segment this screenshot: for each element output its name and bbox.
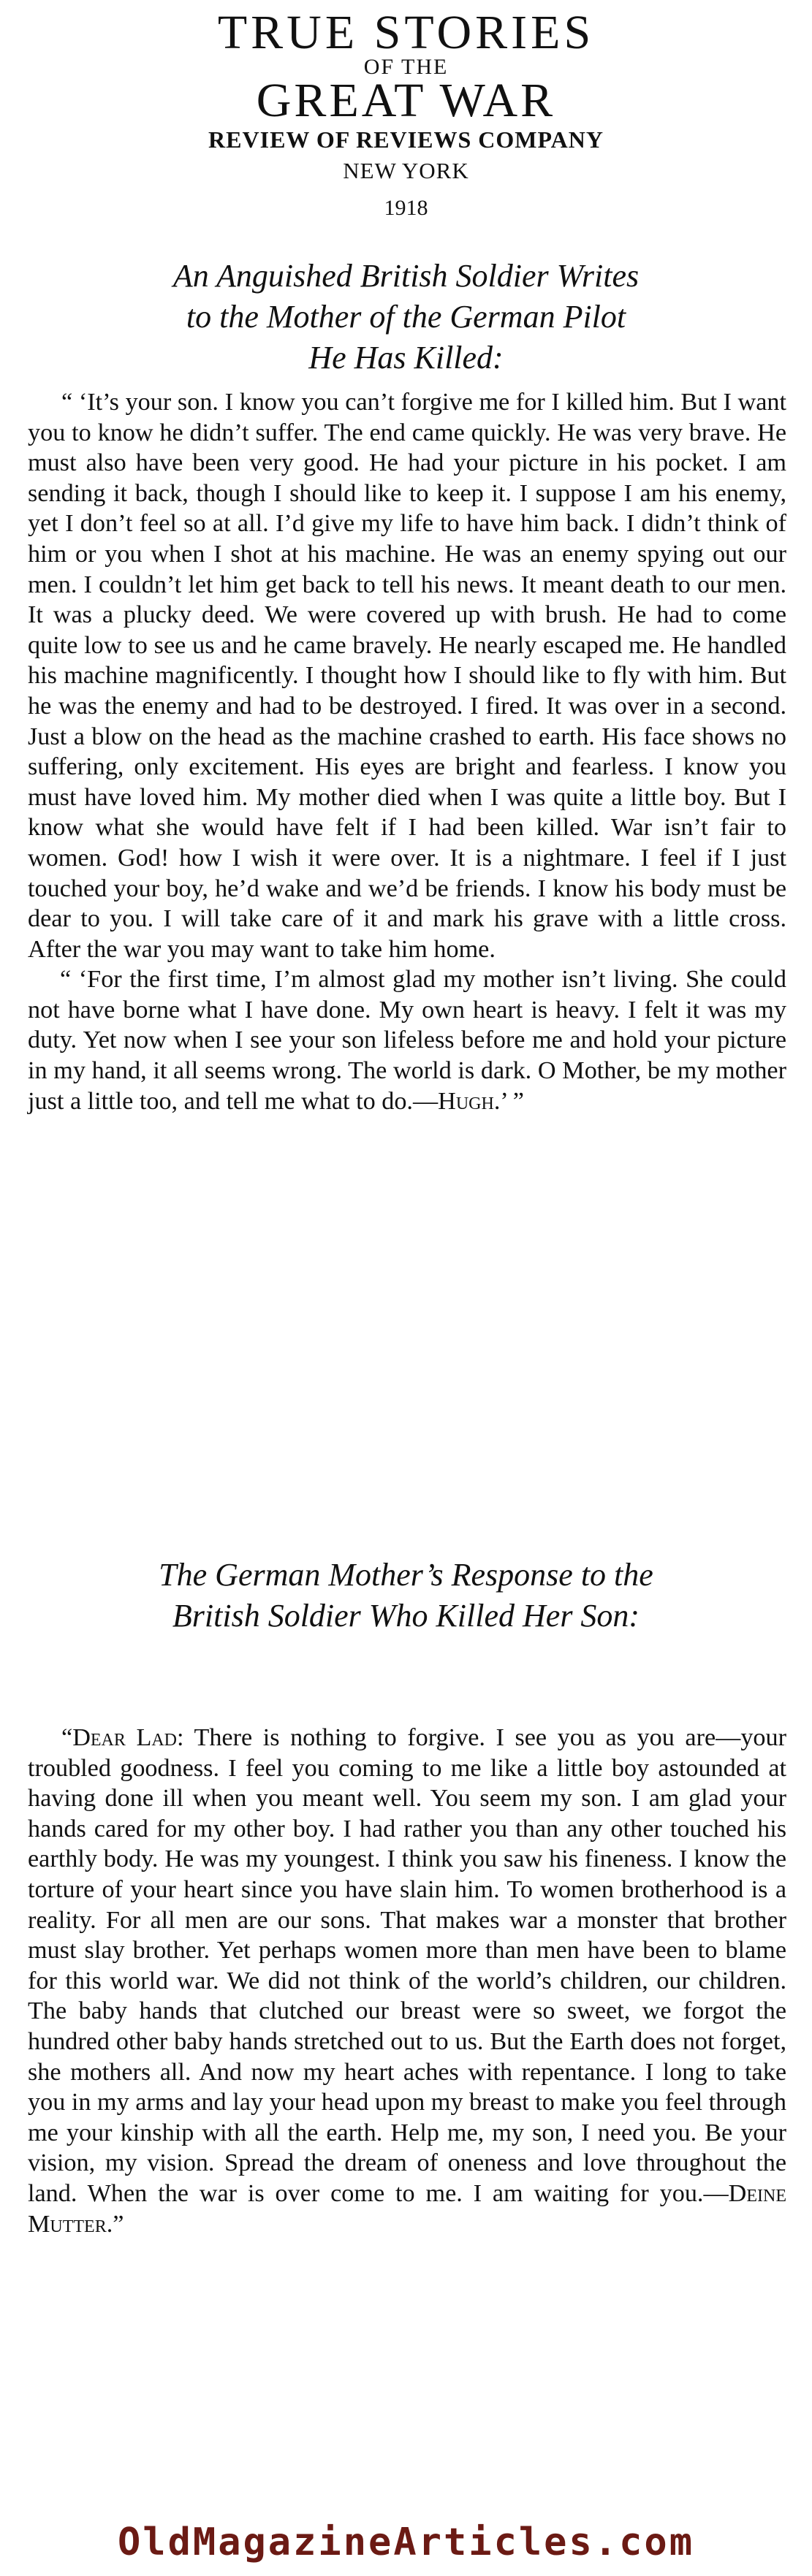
heading-line: to the Mother of the German Pilot <box>186 299 626 335</box>
soldier-letter-body <box>28 387 786 1116</box>
heading-line: British Soldier Who Killed Her Son: <box>172 1598 640 1634</box>
site-watermark: OldMagazineArticles.com <box>117 2520 695 2564</box>
paragraph-text: : There is nothing to forgive. I see you as you are—your troubled goodness. I feel you coming to me like a little boy astounded at having done ill when you meant well. You seem my son. I am glad your hands cared for my other boy. I had rather you than any other touched his earthly body. He was my youngest. I think you saw his fineness. I know the torture of your heart since you have slain him. To women brotherhood is a reality. For all men are our sons. That makes war a monster that brother must slay brother. Yet perhaps women more than men have been to blame for this world war. We did not think of the world’s children, our children. The baby hands that clutched our breast were so sweet, we forgot the hundred other baby hands stretched out to us. But the Earth does not forget, she mothers all. And now my heart aches with repentance. I long to take you in my arms and lay your head upon my breast to make you feel through me your kinship with all the earth. Help me, my son, I need you. Be your vision, my vision. Spread the dream of oneness and love throughout the land. When the war is over come to me. I am waiting for you.— <box>28 1724 786 2207</box>
publication-year: 1918 <box>384 196 428 220</box>
book-title: TRUE STORIES <box>217 6 595 59</box>
opening-quote: “ <box>61 1724 73 1751</box>
publisher-city: NEW YORK <box>343 158 469 183</box>
signature-hugh: Hugh. <box>438 1087 501 1115</box>
heading-line: An Anguished British Soldier Writes <box>172 258 640 294</box>
signature-deine-mutter: Deine Mutter. <box>28 2179 786 2238</box>
closing-quote: ” <box>113 2210 124 2238</box>
letter-paragraph <box>28 964 786 1116</box>
mother-letter-body <box>28 1723 786 2239</box>
letter-paragraph <box>28 1723 786 2239</box>
salutation: Dear Lad <box>72 1724 177 1751</box>
letter-paragraph: “ ‘It’s your son. I know you can’t forgive me for I killed him. But I want you to know he didn’t suffer. The end came quickly. He was very brave. He must also have been very good. He had your picture in his pocket. I am sending it back, though I should like to keep it. I suppose I am his enemy, yet I don’t feel so at all. I’d give my life to have him back. I didn’t think of him or you when I shot at his machine. He was an enemy spying out our men. I couldn’t let him get back to tell his news. It meant death to our men. It was a plucky deed. We were covered up with brush. He had to come quite low to see us and he came bravely. He nearly escaped me. He handled his machine magnificently. I thought how I should like to fly with him. But he was the enemy and had to be destroyed. I fired. It was over in a second. Just a blow on the head as the machine crashed to earth. His face shows no suffering, only excitement. His eyes are bright and fearless. I know you must have loved him. My mother died when I was quite a little boy. But I know what she would have felt if I had been killed. War isn’t fair to women. God! how I wish it were over. It is a nightmare. I feel if I just touched your boy, he’d wake and we’d be friends. I know his body must be dear to you. I will take care of it and mark his grave with a little cross. After the war you may want to take him home. <box>28 389 786 963</box>
section-heading-mother-response <box>0 1555 812 1636</box>
heading-line: The German Mother’s Response to the <box>159 1557 653 1593</box>
closing-quote: ’ ” <box>500 1087 524 1115</box>
heading-line: He Has Killed: <box>308 340 504 376</box>
publisher-name: REVIEW OF REVIEWS COMPANY <box>208 126 604 153</box>
book-title-of-the: OF THE <box>363 55 449 79</box>
book-title-great-war: GREAT WAR <box>256 74 556 127</box>
masthead <box>0 6 812 221</box>
section-heading-soldier-letter <box>0 256 812 378</box>
paragraph-text: “ ‘For the first time, I’m almost glad my mother isn’t living. She could not have borne what I have done. My own heart is heavy. I felt it was my duty. Yet now when I see your son lifeless before me and hold your picture in my hand, it all seems wrong. The world is dark. O Mother, be my mother just a little too, and tell me what to do.— <box>28 966 786 1115</box>
